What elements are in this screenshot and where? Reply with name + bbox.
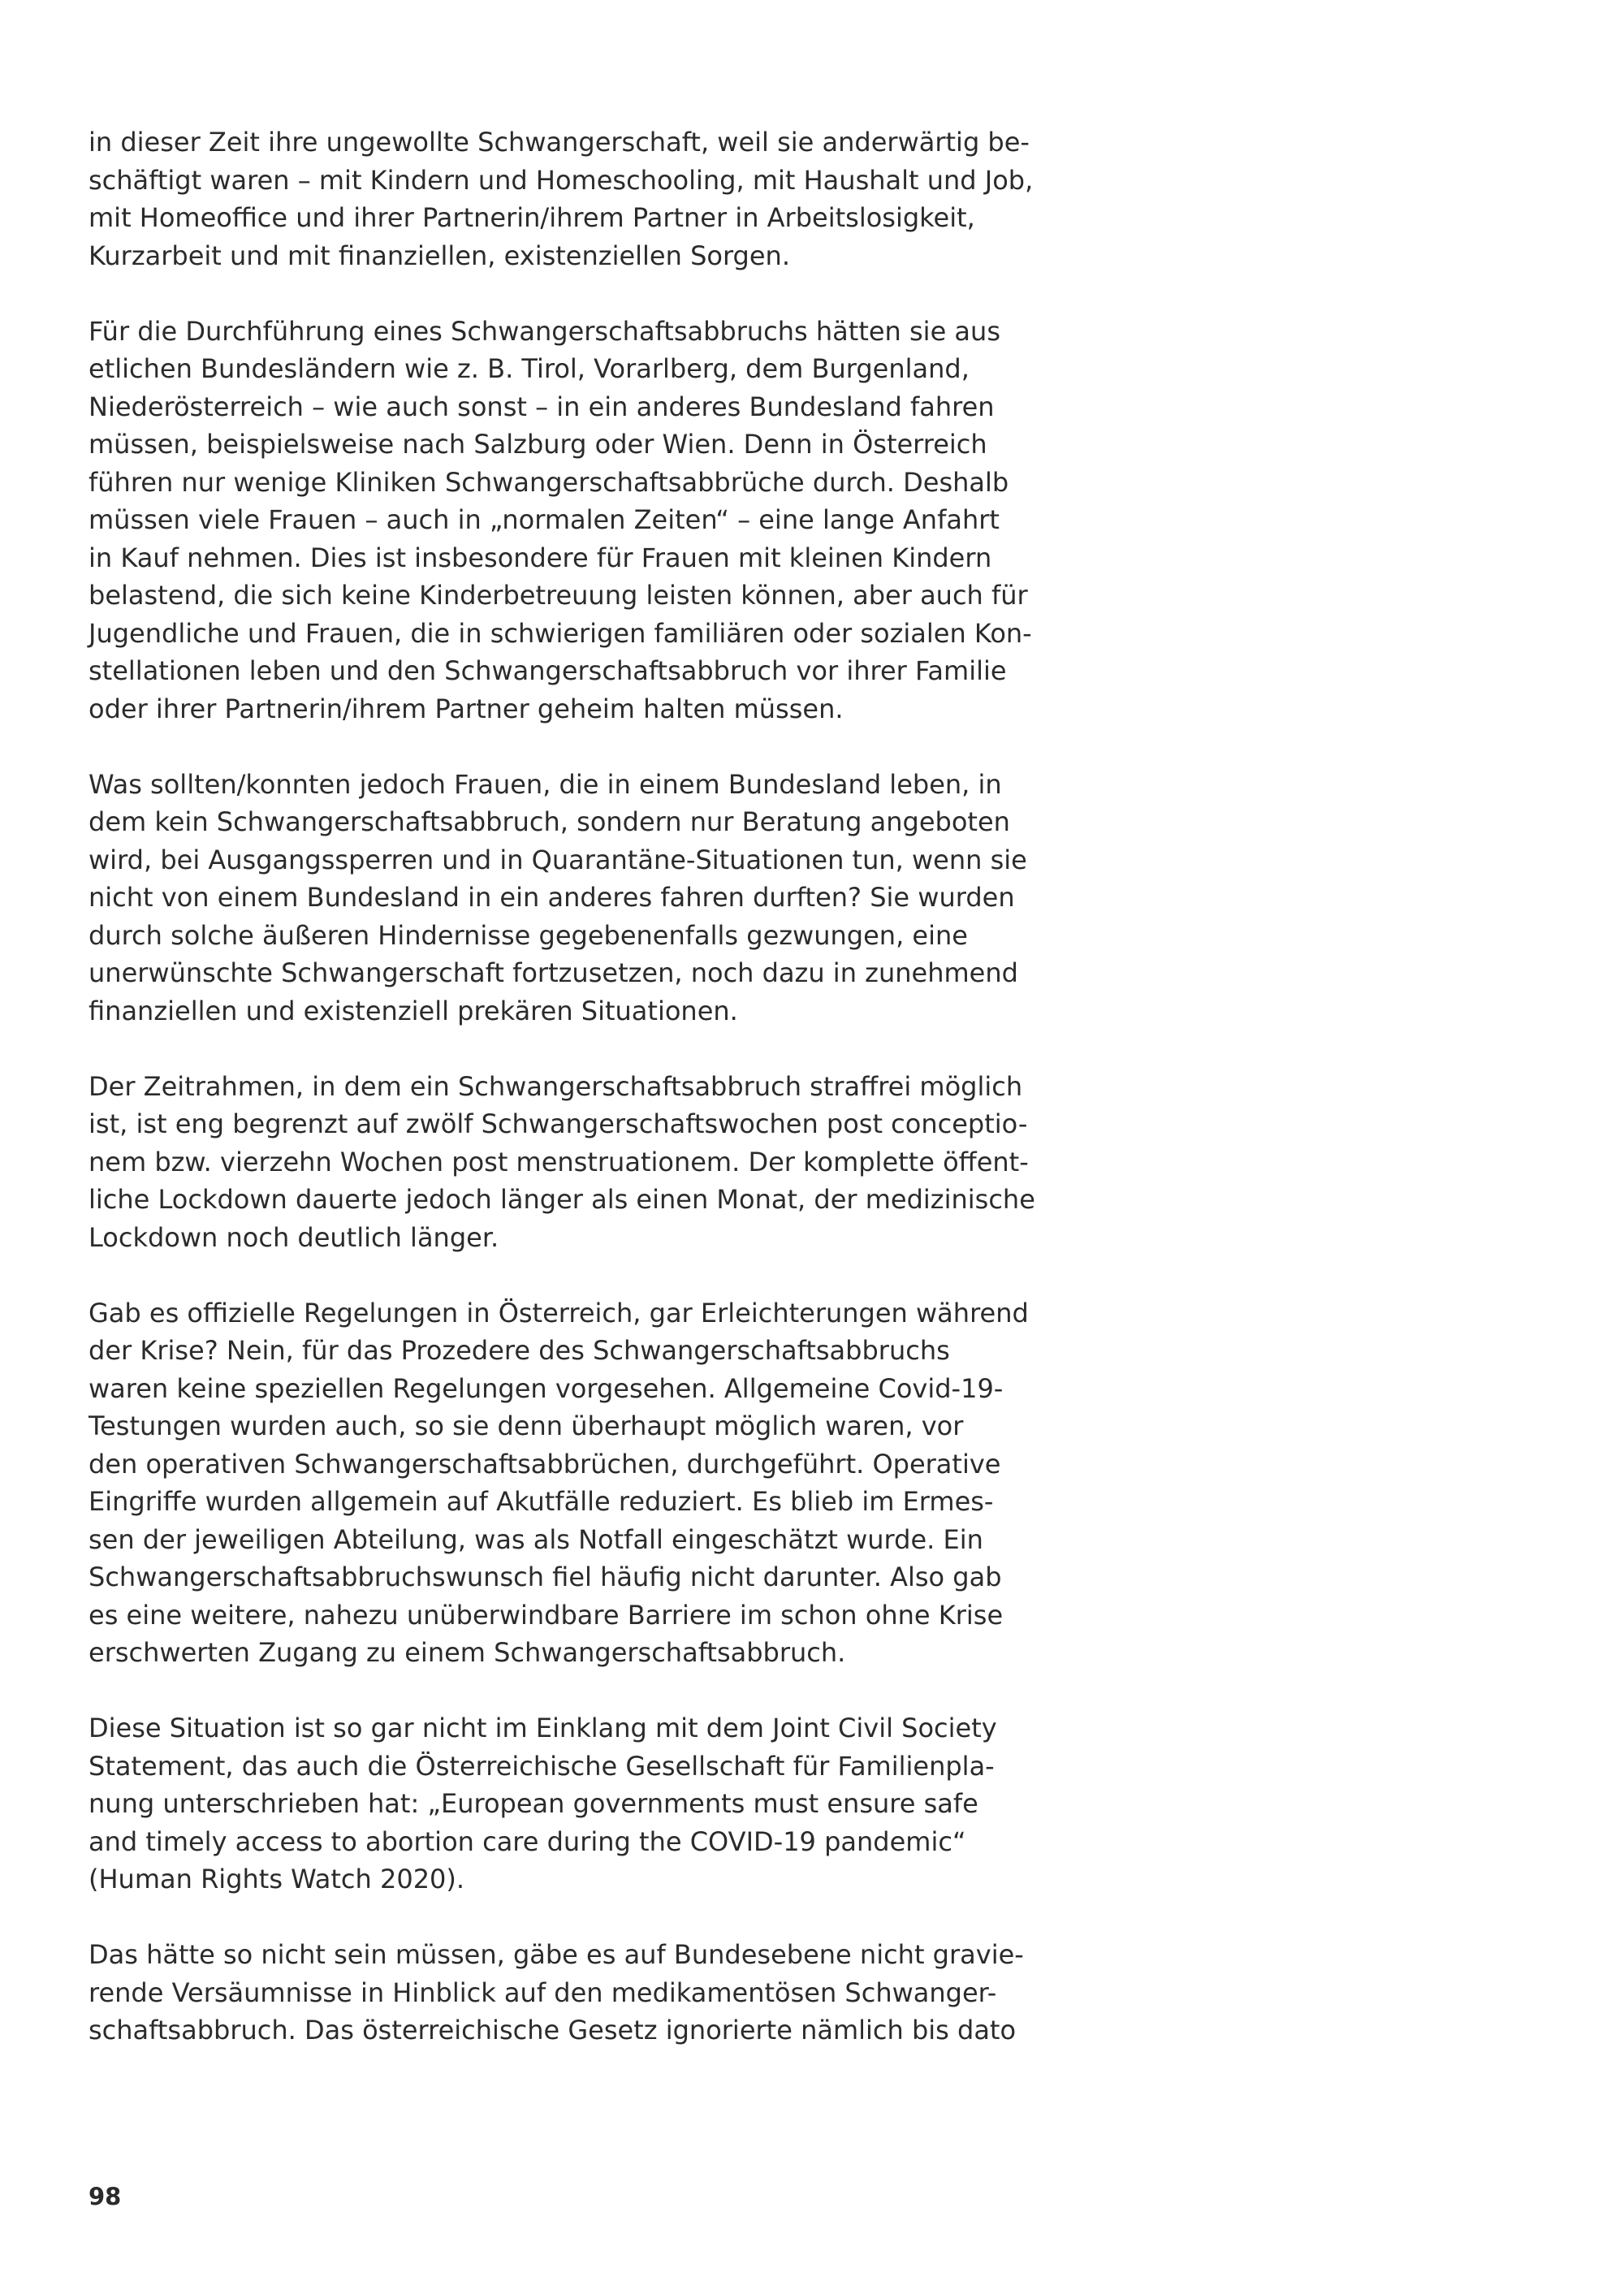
text-line: Das hätte so nicht sein müssen, gäbe es auf Bundesebene nicht gravie- — [89, 1939, 1024, 1970]
text-line: nung unterschrieben hat: „European governments must ensure safe — [89, 1788, 978, 1819]
text-line: dem kein Schwangerschaftsabbruch, sondern nur Beratung angeboten — [89, 806, 1010, 837]
text-line: waren keine speziellen Regelungen vorgesehen. Allgemeine Covid-19- — [89, 1372, 1004, 1404]
text-line: in Kauf nehmen. Dies ist insbesondere für Frauen mit kleinen Kindern — [89, 542, 992, 573]
text-line: Lockdown noch deutlich länger. — [89, 1221, 499, 1253]
text-line: schäftigt waren – mit Kindern und Homeschooling, mit Haushalt und Job, — [89, 164, 1034, 196]
text-line: nem bzw. vierzehn Wochen post menstruationem. Der komplette öffent- — [89, 1146, 1029, 1177]
text-line: den operativen Schwangerschaftsabbrüchen, durchgeführt. Operative — [89, 1448, 1001, 1480]
text-line: in dieser Zeit ihre ungewollte Schwangerschaft, weil sie anderwärtig be- — [89, 127, 1030, 158]
text-line: oder ihrer Partnerin/ihrem Partner geheim halten müssen. — [89, 693, 844, 724]
text-line: and timely access to abortion care during the COVID-19 pandemic“ — [89, 1825, 966, 1857]
text-line: sen der jeweiligen Abteilung, was als Notfall eingeschätzt wurde. Ein — [89, 1523, 983, 1555]
text-line: erschwerten Zugang zu einem Schwangerschaftsabbruch. — [89, 1637, 846, 1668]
text-line: wird, bei Ausgangssperren und in Quarantäne-Situationen tun, wenn sie — [89, 844, 1027, 875]
text-line: Kurzarbeit und mit finanziellen, existenziellen Sorgen. — [89, 240, 790, 271]
text-line: Eingriffe wurden allgemein auf Akutfälle reduziert. Es blieb im Ermes- — [89, 1486, 994, 1517]
page-number: 98 — [89, 2183, 122, 2210]
paragraph-4 — [89, 1068, 1035, 1257]
text-line: belastend, die sich keine Kinderbetreuung leisten können, aber auch für — [89, 580, 1028, 611]
text-line: Niederösterreich – wie auch sonst – in ein anderes Bundesland fahren — [89, 391, 995, 422]
text-line: Was sollten/konnten jedoch Frauen, die in einem Bundesland leben, in — [89, 768, 1002, 800]
text-line: schaftsabbruch. Das österreichische Gesetz ignorierte nämlich bis dato — [89, 2015, 1017, 2046]
body-text — [89, 123, 1035, 2087]
text-line: etlichen Bundesländern wie z. B. Tirol, Vorarlberg, dem Burgenland, — [89, 353, 970, 384]
text-line: liche Lockdown dauerte jedoch länger als einen Monat, der medizinische — [89, 1184, 1035, 1215]
text-line: der Krise? Nein, für das Prozedere des Schwangerschaftsabbruchs — [89, 1335, 950, 1366]
text-line: stellationen leben und den Schwangerschaftsabbruch vor ihrer Familie — [89, 655, 1007, 686]
paragraph-3 — [89, 766, 1027, 1030]
text-line: Statement, das auch die Österreichische Gesellschaft für Familienpla- — [89, 1750, 995, 1782]
paragraph-2 — [89, 313, 1032, 728]
text-line: es eine weitere, nahezu unüberwindbare Barriere im schon ohne Krise — [89, 1599, 1004, 1631]
text-line: unerwünschte Schwangerschaft fortzusetzen, noch dazu in zunehmend — [89, 957, 1018, 988]
text-line: ist, ist eng begrenzt auf zwölf Schwangerschaftswochen post conceptio- — [89, 1108, 1028, 1139]
text-line: finanziellen und existenziell prekären Situationen. — [89, 995, 738, 1026]
paragraph-6 — [89, 1709, 1014, 1899]
text-line: müssen viele Frauen – auch in „normalen Zeiten“ – eine lange Anfahrt — [89, 504, 1000, 535]
paragraph-7 — [89, 1936, 1024, 2050]
text-line: müssen, beispielsweise nach Salzburg oder Wien. Denn in Österreich — [89, 429, 987, 460]
text-line: mit Homeoffice und ihrer Partnerin/ihrem Partner in Arbeitslosigkeit, — [89, 202, 975, 233]
text-line: Für die Durchführung eines Schwangerschaftsabbruchs hätten sie aus — [89, 315, 1000, 347]
text-line: (Human Rights Watch 2020). — [89, 1864, 465, 1894]
text-line: Diese Situation ist so gar nicht im Einklang mit dem Joint Civil Society — [89, 1713, 997, 1743]
text-line: rende Versäumnisse in Hinblick auf den medikamentösen Schwanger- — [89, 1976, 997, 2008]
text-line: durch solche äußeren Hindernisse gegebenenfalls gezwungen, eine — [89, 919, 968, 951]
paragraph-1 — [89, 123, 1034, 274]
text-line: Testungen wurden auch, so sie denn überhaupt möglich waren, vor — [89, 1411, 964, 1441]
text-line: Jugendliche und Frauen, die in schwierigen familiären oder sozialen Kon- — [89, 617, 1032, 649]
text-line: Der Zeitrahmen, in dem ein Schwangerschaftsabbruch straffrei möglich — [89, 1070, 1023, 1102]
text-line: führen nur wenige Kliniken Schwangerschaftsabbrüche durch. Deshalb — [89, 466, 1009, 498]
text-line: Schwangerschaftsabbruchswunsch fiel häufig nicht darunter. Also gab — [89, 1562, 1002, 1592]
text-line: Gab es offizielle Regelungen in Österreich, gar Erleichterungen während — [89, 1297, 1029, 1328]
text-line: nicht von einem Bundesland in ein anderes fahren durften? Sie wurden — [89, 882, 1015, 913]
paragraph-5 — [89, 1294, 1029, 1672]
